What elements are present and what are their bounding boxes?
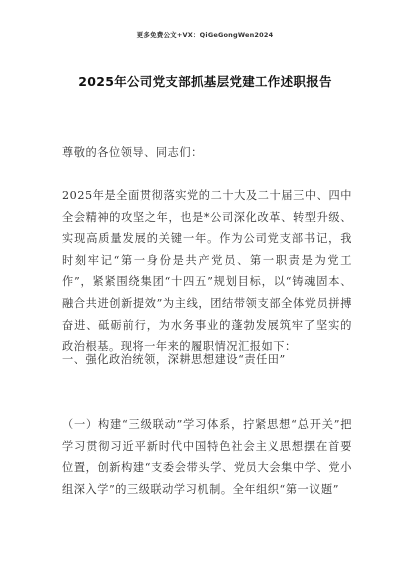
- header-note: 更多免费公文+VX：QiGeGongWen2024: [136, 31, 274, 39]
- paragraph-intro: 2025年是全面贯彻落实党的二十大及二十届三中、四中全会精神的攻坚之年，也是*公司深化改革、转型升级、实现高质量发展的关键一年。作为公司党支部书记，我时刻牢记“第一身份是共产党员、第一职责是为党工作”，紧紧围绕集团“十四五”规划目标，以“铸魂固本、融合共进创新提效”为主线，团结带领支部全体党员拼搏奋进、砥砺前行，为水务事业的蓬勃发展筑牢了坚实的政治根基。现将一年来的履职情况汇报如下：: [62, 189, 352, 354]
- document-title: 2025年公司党支部抓基层党建工作述职报告: [78, 74, 332, 89]
- greeting: 尊敬的各位领导、同志们：: [62, 146, 203, 159]
- paragraph-subsection-1: （一）构建“三级联动”学习体系，拧紧思想“总开关”把学习贯彻习近平新时代中国特色社会主义思想摆在首要位置，创新构建“支委会带头学、党员大会集中学、党小组深入学”的三级联动学习机制。全年组织“第一议题”: [62, 418, 352, 496]
- section-heading-1: 一、强化政治统领，深耕思想建设“责任田”: [62, 353, 286, 366]
